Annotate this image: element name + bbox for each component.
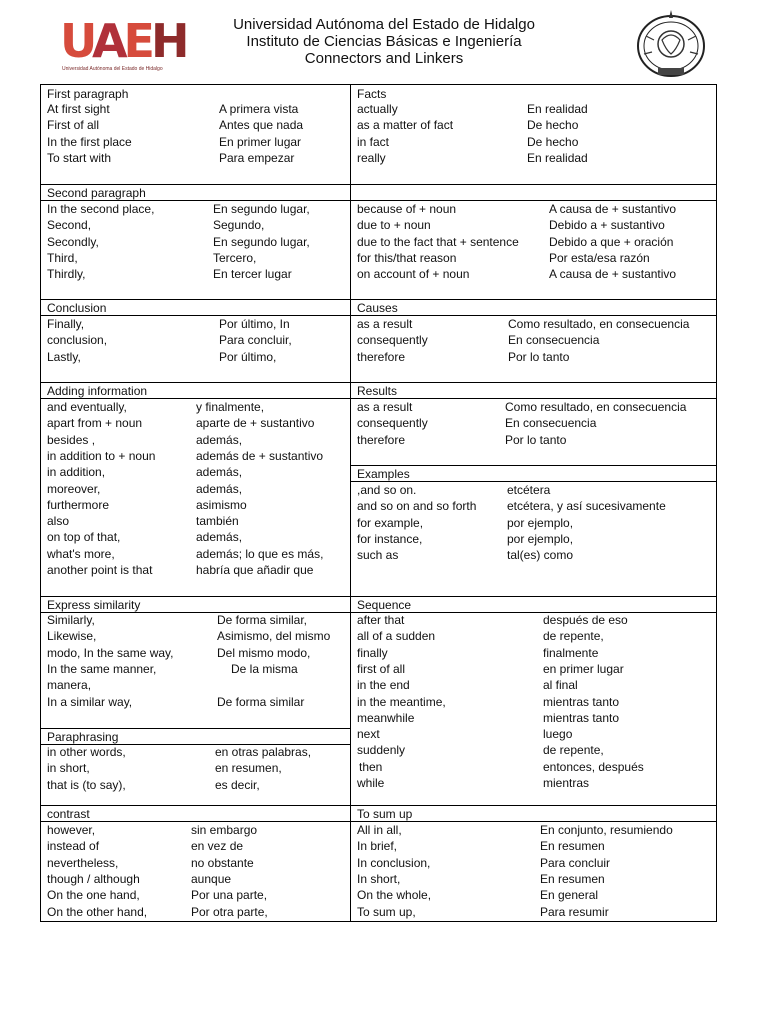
spanish-translation: En conjunto, resumiendo (540, 823, 673, 837)
spanish-translation: De forma similar, (217, 613, 308, 627)
spanish-translation: mientras (543, 776, 590, 790)
english-connector: that is (to say), (47, 777, 126, 792)
section-title-paraphrasing: Paraphrasing (47, 729, 119, 744)
english-connector: suddenly (357, 743, 406, 758)
table-rule (351, 481, 716, 482)
spanish-translation: En general (540, 888, 599, 903)
spanish-translation: asimismo (196, 497, 247, 512)
spanish-translation: Por una parte, (191, 888, 268, 903)
spanish-translation: además, (196, 465, 243, 480)
spanish-translation: En realidad (527, 102, 588, 116)
logo-subtitle: Universidad Autónoma del Estado de Hidalgo (62, 66, 163, 72)
university-name: Universidad Autónoma del Estado de Hidalgo (233, 16, 535, 33)
section-title-facts: Facts (357, 86, 387, 101)
english-connector: next (357, 727, 380, 742)
english-connector: instead of (47, 839, 100, 854)
table-rule (41, 382, 716, 383)
spanish-translation: En resumen (540, 871, 605, 886)
english-connector: In conclusion, (357, 855, 431, 870)
english-connector: first of all (357, 661, 406, 676)
english-connector: To start with (47, 150, 112, 165)
table-rule (41, 728, 350, 729)
english-connector: after that (357, 613, 405, 627)
document-header (0, 0, 768, 84)
table-rule (351, 465, 716, 466)
english-connector: consequently (357, 416, 428, 431)
english-connector: in the end (357, 678, 410, 693)
spanish-translation: Para empezar (219, 150, 295, 165)
spanish-translation: además, (196, 432, 243, 447)
spanish-translation: en primer lugar (543, 661, 624, 676)
english-connector: actually (357, 102, 398, 116)
english-connector: Secondly, (47, 234, 99, 249)
spanish-translation: mientras tanto (543, 694, 620, 709)
table-rule (41, 612, 716, 613)
logo-text: UAEH (60, 14, 186, 68)
university-seal-icon (632, 6, 710, 80)
english-connector: In brief, (357, 839, 398, 854)
spanish-translation: mientras tanto (543, 710, 620, 725)
institute-name: Instituto de Ciencias Básicas e Ingeniería (246, 33, 522, 50)
english-connector: In a similar way, (47, 694, 133, 709)
spanish-translation: al final (543, 678, 578, 693)
spanish-translation: En primer lugar (219, 134, 302, 149)
english-connector: ,and so on. (357, 483, 417, 497)
spanish-translation: Debido a que + oración (549, 234, 674, 249)
english-connector: At first sight (47, 102, 110, 116)
english-connector: In short, (357, 871, 401, 886)
spanish-translation: Por lo tanto (505, 432, 567, 447)
spanish-translation: Tercero, (213, 250, 257, 265)
section-title-conclusion: Conclusion (47, 300, 107, 315)
spanish-translation: de repente, (543, 743, 604, 758)
english-connector: Second, (47, 218, 92, 233)
english-connector: therefore (357, 432, 406, 447)
spanish-translation: Asimismo, del mismo (217, 629, 331, 644)
english-connector: as a matter of fact (357, 118, 454, 133)
spanish-translation: Antes que nada (219, 118, 304, 133)
english-connector: Third, (47, 250, 78, 265)
spanish-translation: en otras palabras, (215, 745, 312, 759)
spanish-translation: habría que añadir que (196, 563, 314, 577)
spanish-translation: Por lo tanto (508, 349, 570, 364)
spanish-translation: sin embargo (191, 823, 258, 837)
spanish-translation: En consecuencia (508, 333, 600, 348)
spanish-translation: Del mismo modo, (217, 645, 311, 660)
spanish-translation: además, (196, 481, 243, 496)
uaeh-logo (60, 14, 186, 72)
spanish-translation: A causa de + sustantivo (549, 267, 677, 282)
spanish-translation: tal(es) como (507, 548, 574, 563)
table-rule (41, 315, 716, 316)
spanish-translation: De hecho (527, 118, 579, 133)
english-connector: really (357, 150, 386, 165)
spanish-translation: por ejemplo, (507, 531, 574, 546)
section-title-results: Results (357, 383, 398, 398)
english-connector: while (357, 776, 385, 790)
spanish-translation: finalmente (543, 645, 599, 660)
english-connector: on account of + noun (357, 267, 470, 282)
table-rule (41, 821, 716, 822)
english-connector: all of a sudden (357, 629, 436, 644)
english-connector: in short, (47, 761, 90, 776)
spanish-translation: luego (543, 727, 573, 742)
english-connector: apart from + noun (47, 416, 143, 431)
document-title: Connectors and Linkers (304, 50, 464, 67)
english-connector: On the other hand, (47, 904, 148, 919)
spanish-translation: no obstante (191, 855, 254, 870)
spanish-translation: Debido a + sustantivo (549, 218, 665, 233)
english-connector: and eventually, (47, 400, 127, 414)
english-connector: moreover, (47, 481, 101, 496)
spanish-translation: después de eso (543, 613, 628, 627)
english-connector: All in all, (357, 823, 402, 837)
english-connector: what's more, (47, 546, 115, 561)
spanish-translation: De forma similar (217, 694, 305, 709)
english-connector: Finally, (47, 317, 85, 331)
spanish-translation: además, (196, 530, 243, 545)
english-connector: in fact (357, 134, 390, 149)
section-title-first-paragraph: First paragraph (47, 86, 129, 101)
spanish-translation: Por otra parte, (191, 904, 268, 919)
spanish-translation: En segundo lugar, (213, 234, 310, 249)
section-title-second-paragraph: Second paragraph (47, 185, 146, 200)
english-connector: On the one hand, (47, 888, 140, 903)
section-title-contrast: contrast (47, 806, 90, 821)
english-connector: finally (357, 645, 388, 660)
column-divider (350, 85, 351, 921)
spanish-translation: Por último, (219, 349, 277, 364)
spanish-translation: Como resultado, en consecuencia (505, 400, 687, 414)
section-title-to-sum-up: To sum up (357, 806, 413, 821)
spanish-translation: Como resultado, en consecuencia (508, 317, 690, 331)
english-connector: Thirdly, (47, 267, 86, 282)
spanish-translation: En segundo lugar, (213, 202, 310, 216)
table-rule (41, 805, 716, 806)
section-title-sequence: Sequence (357, 597, 412, 612)
spanish-translation: De la misma (231, 661, 298, 676)
english-connector: In the same manner, (47, 661, 157, 676)
table-rule (41, 299, 716, 300)
spanish-translation: En tercer lugar (213, 267, 292, 282)
english-connector: Likewise, (47, 629, 97, 644)
spanish-translation: aunque (191, 871, 232, 886)
english-connector: because of + noun (357, 202, 457, 216)
spanish-translation: en vez de (191, 839, 244, 854)
spanish-translation: aparte de + sustantivo (196, 416, 315, 431)
spanish-translation: entonces, después (543, 759, 644, 774)
english-connector: In the second place, (47, 202, 155, 216)
table-rule (41, 200, 716, 201)
english-connector: To sum up, (357, 904, 416, 919)
spanish-translation: de repente, (543, 629, 604, 644)
english-connector: though / although (47, 871, 140, 886)
connectors-table (40, 84, 717, 922)
spanish-translation: Para concluir (540, 855, 611, 870)
english-connector: besides , (47, 432, 96, 447)
spanish-translation: y finalmente, (196, 400, 265, 414)
spanish-translation: Por esta/esa razón (549, 250, 650, 265)
section-title-express-similarity: Express similarity (47, 597, 141, 612)
english-connector: consequently (357, 333, 428, 348)
spanish-translation: Para resumir (540, 904, 609, 919)
spanish-translation: De hecho (527, 134, 579, 149)
english-connector: First of all (47, 118, 100, 133)
english-connector: due to + noun (357, 218, 431, 233)
english-connector: also (47, 514, 70, 529)
spanish-translation: también (196, 514, 239, 529)
section-title-adding-information: Adding information (47, 383, 148, 398)
english-connector: another point is that (47, 563, 153, 577)
english-connector: in other words, (47, 745, 126, 759)
english-connector: on top of that, (47, 530, 121, 545)
english-connector: Lastly, (47, 349, 81, 364)
spanish-translation: Para concluir, (219, 333, 292, 348)
english-connector: due to the fact that + sentence (357, 234, 519, 249)
english-connector: conclusion, (47, 333, 108, 348)
table-rule (41, 596, 716, 597)
section-title-examples: Examples (357, 466, 410, 481)
spanish-translation: es decir, (215, 777, 260, 792)
english-connector: for instance, (357, 531, 423, 546)
english-connector: as a result (357, 400, 413, 414)
english-connector: then (359, 759, 383, 774)
document-titles (200, 16, 568, 67)
spanish-translation: por ejemplo, (507, 515, 574, 530)
english-connector: furthermore (47, 497, 110, 512)
spanish-translation: Segundo, (213, 218, 265, 233)
spanish-translation: además de + sustantivo (196, 448, 324, 463)
english-connector: in addition, (47, 465, 106, 480)
spanish-translation: A causa de + sustantivo (549, 202, 677, 216)
english-connector: nevertheless, (47, 855, 119, 870)
spanish-translation: En resumen (540, 839, 605, 854)
english-connector: in addition to + noun (47, 448, 156, 463)
spanish-translation: En consecuencia (505, 416, 597, 431)
spanish-translation: En realidad (527, 150, 588, 165)
spanish-translation: en resumen, (215, 761, 282, 776)
english-connector: meanwhile (357, 710, 415, 725)
section-title-causes: Causes (357, 300, 398, 315)
english-connector: modo, In the same way, (47, 645, 174, 660)
spanish-translation: Por último, In (219, 317, 290, 331)
english-connector: as a result (357, 317, 413, 331)
english-connector: however, (47, 823, 96, 837)
table-rule (41, 184, 716, 185)
english-connector: therefore (357, 349, 406, 364)
english-connector: for example, (357, 515, 424, 530)
english-connector: such as (357, 548, 399, 563)
english-connector: Similarly, (47, 613, 95, 627)
english-connector: On the whole, (357, 888, 432, 903)
table-rule (41, 744, 350, 745)
spanish-translation: A primera vista (219, 102, 299, 116)
table-rule (41, 398, 716, 399)
english-connector: in the meantime, (357, 694, 446, 709)
english-connector: and so on and so forth (357, 499, 477, 514)
english-connector: manera, (47, 678, 92, 693)
spanish-translation: etcétera (507, 483, 551, 497)
spanish-translation: además; lo que es más, (196, 546, 324, 561)
spanish-translation: etcétera, y así sucesivamente (507, 499, 666, 514)
english-connector: for this/that reason (357, 250, 457, 265)
english-connector: In the first place (47, 134, 132, 149)
